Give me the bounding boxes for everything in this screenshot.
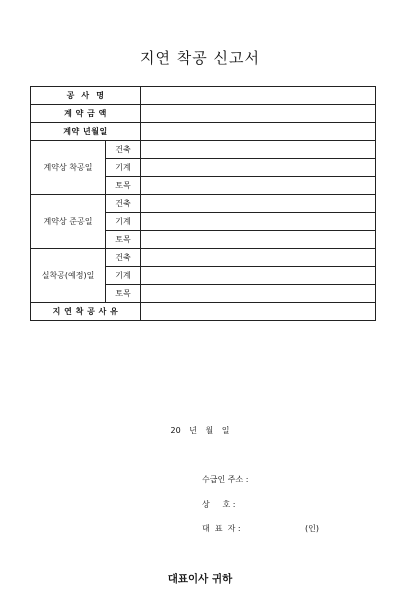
- sub-label-arch: 건축: [106, 141, 141, 159]
- sub-label-mech: 기계: [106, 213, 141, 231]
- field-project-name[interactable]: [141, 87, 376, 105]
- field-contract-end-mech[interactable]: [141, 213, 376, 231]
- sub-label-arch: 건축: [106, 195, 141, 213]
- label-project-name: 공 사 명: [31, 87, 141, 105]
- field-contract-date[interactable]: [141, 123, 376, 141]
- sub-label-civil: 토목: [106, 231, 141, 249]
- report-form-table: [30, 86, 376, 321]
- row-contract-amount: [31, 105, 376, 123]
- seal-mark: (인): [305, 524, 319, 533]
- sub-label-mech: 기계: [106, 159, 141, 177]
- date-line: 20 년 월 일: [170, 426, 230, 435]
- sub-label-mech: 기계: [106, 267, 141, 285]
- label-contract-date: 계약 년월일: [31, 123, 141, 141]
- row-contract-date: [31, 123, 376, 141]
- row-contract-end-arch: [31, 195, 376, 213]
- field-contract-start-mech[interactable]: [141, 159, 376, 177]
- sub-label-civil: 토목: [106, 177, 141, 195]
- ceo-label: 대 표 자 :: [202, 524, 241, 533]
- row-delay-reason: [31, 303, 376, 321]
- label-contract-amount: 계 약 금 액: [31, 105, 141, 123]
- row-actual-start-arch: [31, 249, 376, 267]
- label-actual-start: 실착공(예정)일: [31, 249, 106, 303]
- label-delay-reason: 지 연 착 공 사 유: [31, 303, 141, 321]
- row-project-name: [31, 87, 376, 105]
- label-contract-start: 계약상 착공일: [31, 141, 106, 195]
- sub-label-civil: 토목: [106, 285, 141, 303]
- field-delay-reason[interactable]: [141, 303, 376, 321]
- field-actual-start-civil[interactable]: [141, 285, 376, 303]
- field-contract-end-civil[interactable]: [141, 231, 376, 249]
- field-contract-end-arch[interactable]: [141, 195, 376, 213]
- addressee: 대표이사 귀하: [167, 573, 233, 585]
- field-actual-start-arch[interactable]: [141, 249, 376, 267]
- field-actual-start-mech[interactable]: [141, 267, 376, 285]
- company-label: 상 호 :: [202, 500, 236, 509]
- field-contract-amount[interactable]: [141, 105, 376, 123]
- label-contract-end: 계약상 준공일: [31, 195, 106, 249]
- document-title: 지연 착공 신고서: [140, 49, 260, 67]
- field-contract-start-arch[interactable]: [141, 141, 376, 159]
- address-label: 수급인 주소 :: [202, 475, 249, 484]
- sub-label-arch: 건축: [106, 249, 141, 267]
- row-contract-start-arch: [31, 141, 376, 159]
- field-contract-start-civil[interactable]: [141, 177, 376, 195]
